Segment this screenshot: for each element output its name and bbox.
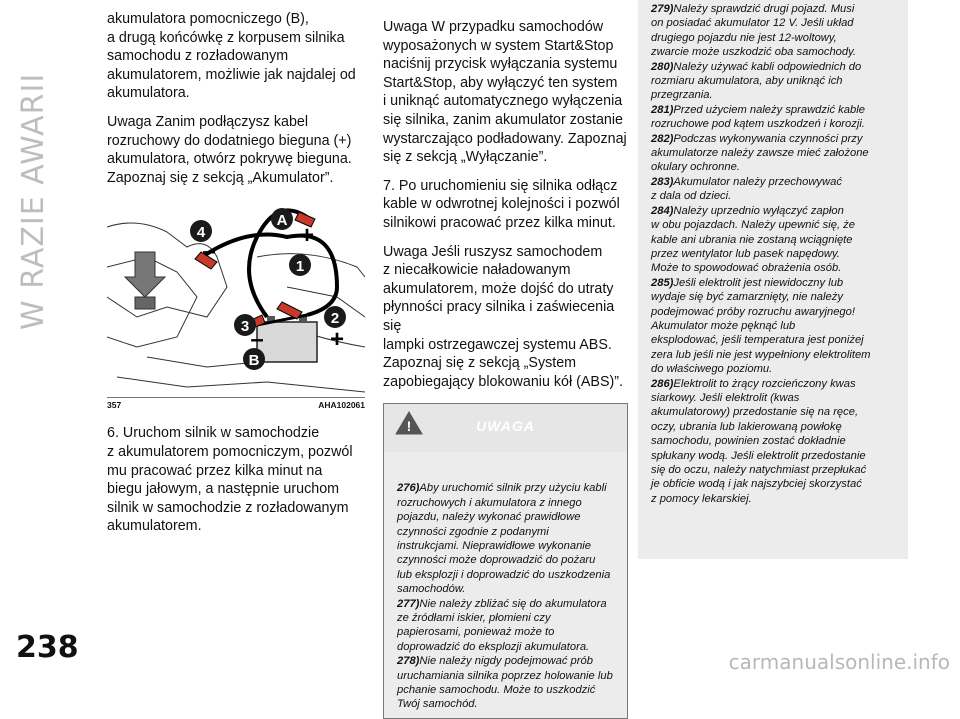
note-284: 284)Należy uprzednio wyłączyć zapłon w obu pojazdach. Należy upewnić się, że kable ani ubrania nie zostaną wciągnięte przez wentylator lub pasek napędowy. Może to spowodować obrażenia osób. — [651, 204, 855, 275]
callout-2-label: 2 — [330, 310, 340, 328]
minus-sign: – — [202, 238, 216, 266]
callout-b-label: B — [248, 352, 260, 370]
watermark: carmanualsonline.info — [728, 650, 950, 674]
paragraph: Uwaga W przypadku samochodów wyposażonych w system Start&Stop naciśnij przycisk wyłączania systemu Start&Stop, aby wyłączyć ten system i uniknąć automatycznego wyłączenia się silnika, zanim akumulator zostanie wystarczająco podładowany. Zapoznaj się z sekcją „Wyłączanie”. — [383, 19, 627, 166]
note-276: 276)Aby uruchomić silnik przy użyciu kabli rozruchowych i akumulatora z innego pojazdu, należy wykonać prawidłowe czynności zgodnie z podanymi instrukcjami. Nieprawidłowe wykonanie czynności może doprowadzić do pożaru lub eksplozji i doprowadzić do uszkodzenia samochodów. — [397, 482, 611, 596]
note-286: 286)Elektrolit to żrący rozcieńczony kwas siarkowy. Jeśli elektrolit (kwas akumulatorowy) przedostanie się na ręce, oczy, ubrania lub lakierowaną powłokę samochodu, powinien zostać dokładnie spłukany wodą. Jeśli elektrolit przedostanie się do oczu, należy natychmiast przepłukać je obficie wodą i jak najszybciej skorzystać z pomocy lekarskiej. — [651, 377, 867, 505]
paragraph: 7. Po uruchomieniu się silnika odłącz kable w odwrotnej kolejności i pozwól silnikowi pracować przez kilka minut. — [383, 177, 620, 231]
plus-sign: + — [299, 222, 315, 250]
plus-sign: + — [329, 326, 345, 354]
note-281: 281)Przed użyciem należy sprawdzić kable rozruchowe pod kątem uszkodzeń i korozji. — [651, 103, 865, 131]
warning-header — [384, 404, 627, 453]
paragraph: akumulatora pomocniczego (B), a drugą końcówkę z korpusem silnika samochodu z rozładowanym akumulatorem, możliwie jak najdalej od akumulatora. — [107, 11, 356, 102]
callout-4-label: 4 — [196, 224, 206, 242]
figure-number: 357 — [107, 400, 122, 411]
warning-label: UWAGA — [476, 418, 535, 435]
paragraph: 6. Uruchom silnik w samochodzie z akumulatorem pomocniczym, pozwól mu pracować przez kilka minut na biegu jałowym, a następnie uruchom silnik w samochodzie z rozładowanym akumulatorem. — [107, 425, 353, 535]
callout-1-label: 1 — [295, 258, 305, 276]
note-280: 280)Należy używać kabli odpowiednich do rozmiaru akumulatora, aby uniknąć ich przegrzania. — [651, 60, 862, 102]
section-title: W RAZIE AWARII — [16, 72, 51, 330]
callout-3-label: 3 — [240, 318, 250, 336]
warning-notes — [384, 453, 627, 718]
svg-text:!: ! — [406, 418, 412, 435]
figure-code: AHA102061 — [318, 400, 365, 411]
column-1 — [107, 10, 365, 546]
note-279: 279)Należy sprawdzić drugi pojazd. Musi on posiadać akumulator 12 V. Jeśli układ drugiego pojazdu nie jest 12-woltowy, zwarcie może uszkodzić oba samochody. — [651, 3, 856, 59]
note-277: 277)Nie należy zbliżać się do akumulatora ze źródłami iskier, płomieni czy papierosami, ponieważ może to doprowadzić do eksplozji akumulatora. — [397, 597, 607, 653]
note-285: 285)Jeśli elektrolit jest niewidoczny lub wydaje się być zamarznięty, nie należy podejmować próby rozruchu awaryjnego! Akumulator może pęknąć lub eksplodować, jeśli temperatura jest poniżej zera lub jeśli nie jest wypełniony elektrolitem do właściwego poziomu. — [651, 276, 871, 376]
figure-caption — [107, 397, 365, 410]
column-3-warnings — [638, 0, 908, 559]
note-283: 283)Akumulator należy przechowywać z dala od dzieci. — [651, 175, 842, 203]
paragraph: Uwaga Jeśli ruszysz samochodem z niecałkowicie naładowanym akumulatorem, może dojść do utraty płynności pracy silnika i zaświecenia się lampki ostrzegawczej systemu ABS. Zapoznaj się z sekcją „System zapobiegający blokowaniu kół (ABS)”. — [383, 243, 623, 390]
jump-start-figure — [107, 197, 365, 397]
note-282: 282)Podczas wykonywania czynności przy akumulatorze należy zawsze mieć założone okulary ochronne. — [651, 132, 869, 174]
jump-start-illustration — [107, 197, 365, 397]
minus-sign: – — [250, 326, 264, 354]
callout-a-label: A — [276, 212, 288, 230]
page-number: 238 — [16, 630, 79, 665]
paragraph: Uwaga Zanim podłączysz kabel rozruchowy do dodatniego bieguna (+) akumulatora, otwórz pokrywę bieguna. Zapoznaj się z sekcją „Akumulator”. — [107, 113, 352, 186]
column-2 — [383, 18, 628, 719]
warning-box — [383, 403, 628, 719]
note-278: 278)Nie należy nigdy podejmować prób uruchamiania silnika poprzez holowanie lub pchanie samochodu. Może to uszkodzić Twój samochód. — [397, 655, 613, 711]
